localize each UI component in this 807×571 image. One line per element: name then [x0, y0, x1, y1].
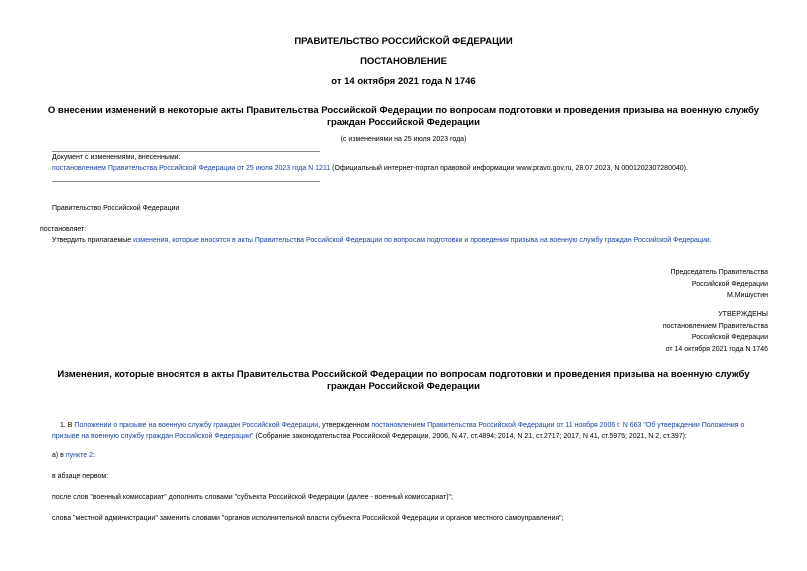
- approve-prefix: Утвердить прилагаемые: [52, 237, 134, 244]
- amendment-source: (Официальный интернет-портал правовой информации www.pravo.gov.ru, 28.07.2023, N 0001202307280040).: [330, 165, 688, 172]
- paragraph-after-words: после слов "военный комиссариат" дополнить словами "субъекта Российской Федерации (далее - военный комиссариат)";: [52, 494, 453, 501]
- p1-mid: , утвержденном: [318, 422, 372, 429]
- amended-note: (с изменениями на 25 июля 2023 года): [340, 136, 467, 143]
- document-date-number: от 14 октября 2021 года N 1746: [331, 76, 476, 87]
- pa-suffix: :: [93, 452, 95, 459]
- top-divider: [52, 151, 320, 152]
- paragraph-first-abzac: в абзаце первом:: [52, 473, 109, 480]
- paragraph-replace-words: слова "местной администрации" заменить словами "органов исполнительной власти субъекта Российской Федерации и органов местного самоуправления";: [52, 515, 564, 522]
- signature-position: Председатель Правительства: [670, 269, 768, 276]
- paragraph-1: [52, 421, 767, 442]
- decrees-word: постановляет:: [40, 226, 87, 233]
- decree-663-link[interactable]: постановлением Правительства Российской Федерации от 11 ноября 2006 г. N 663 "Об утверждении Положения о призыве на военную службу граждан Российской Федерации": [52, 422, 745, 440]
- changes-title: Изменения, которые вносятся в акты Правительства Российской Федерации по вопросам подготовки и проведения призыва на военную службу граждан Российской Федерации: [57, 369, 750, 392]
- point-2-link[interactable]: пункте 2: [65, 452, 93, 459]
- changes-link[interactable]: изменения, которые вносятся в акты Правительства Российской Федерации по вопросам подготовки и проведения призыва на военную службу граждан Российской Федерации: [133, 237, 710, 244]
- government-name: Правительство Российской Федерации: [52, 205, 180, 212]
- bottom-divider: [52, 181, 320, 182]
- paragraph-a: [52, 452, 95, 459]
- document-type: ПОСТАНОВЛЕНИЕ: [360, 56, 447, 67]
- approve-paragraph: [52, 237, 712, 244]
- p1-tail: (Собрание законодательства Российской Федерации, 2006, N 47, ст.4894; 2014, N 21, ст.2717; 2017, N 41, ст.5975; 2021, N 2, ст.397):: [253, 432, 687, 440]
- amendments-line: [52, 165, 688, 172]
- approved-date: от 14 октября 2021 года N 1746: [665, 345, 768, 353]
- signature-country: Российской Федерации: [691, 280, 768, 288]
- document-title: О внесении изменений в некоторые акты Правительства Российской Федерации по вопросам подготовки и проведения призыва на военную службу граждан Российской Федерации: [47, 105, 760, 128]
- approved-country: Российской Федерации: [691, 334, 768, 341]
- regulation-link[interactable]: Положении о призыве на военную службу граждан Российской Федерации: [74, 422, 319, 429]
- approve-suffix: .: [709, 237, 712, 244]
- signature-name: М.Мишустин: [726, 292, 768, 299]
- government-heading: ПРАВИТЕЛЬСТВО РОССИЙСКОЙ ФЕДЕРАЦИИ: [294, 36, 513, 47]
- amendments-intro: Документ с изменениями, внесенными:: [52, 154, 181, 161]
- approved-word: УТВЕРЖДЕНЫ: [718, 311, 768, 318]
- approved-block: [663, 309, 768, 355]
- signature-block: [671, 267, 768, 302]
- amendment-decree-link[interactable]: постановлением Правительства Российской Федерации от 25 июля 2023 года N 1211: [52, 165, 331, 172]
- pa-prefix: а) в: [52, 452, 66, 459]
- approved-by: постановлением Правительства: [662, 322, 768, 330]
- p1-number: 1. В: [60, 422, 75, 429]
